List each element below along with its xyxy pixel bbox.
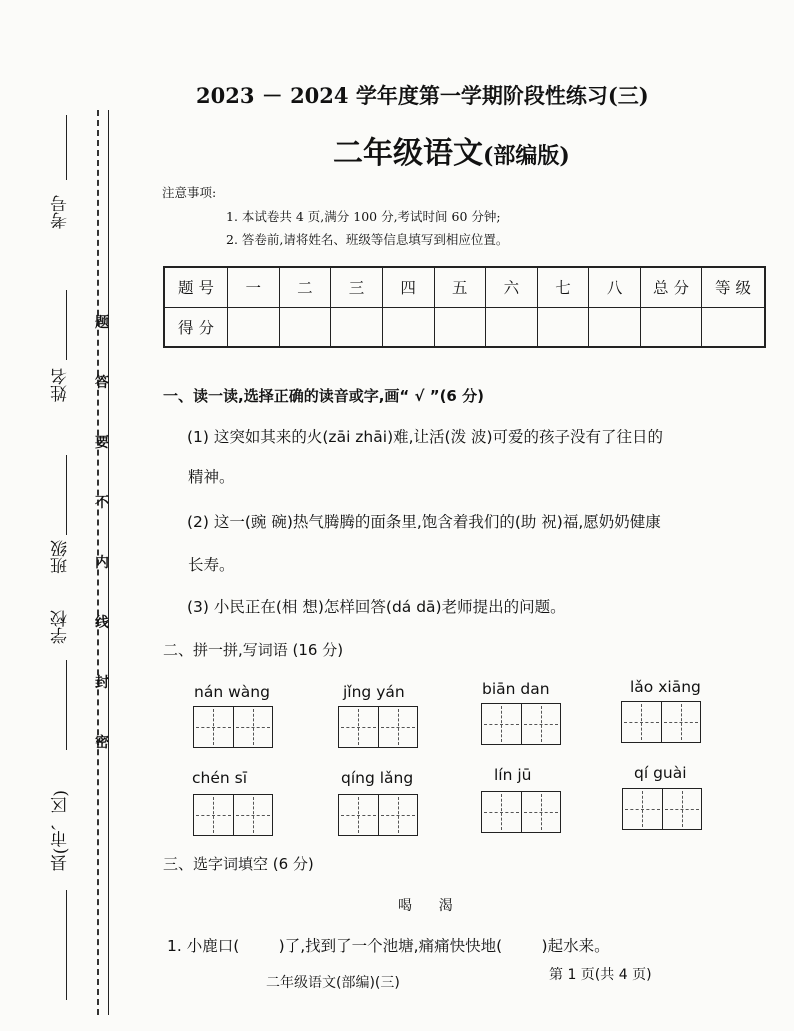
warn-char-feng: 封 [95,675,109,691]
warn-char-yao: 要 [95,435,109,451]
score-label: 得 分 [164,307,228,347]
subject-title-main: 二年级语文 [333,136,483,171]
score-table-header-row [164,267,765,307]
col-total: 总 分 [641,267,702,307]
pinyin-7: lín jū [494,766,532,784]
notice-item-2: 2. 答卷前,请将姓名、班级等信息填写到相应位置。 [226,232,509,247]
tianzige-2[interactable] [338,706,418,748]
xingming-blank-line[interactable] [66,290,67,360]
tianzige-3[interactable] [481,703,561,745]
section1-title: 一、读一读,选择正确的读音或字,画“ √ ”(6 分) [163,387,484,405]
score-cell-4[interactable] [382,307,434,347]
score-cell-3[interactable] [331,307,383,347]
col-grade: 等 级 [702,267,766,307]
banji-blank-line[interactable] [66,455,67,535]
kaohao-blank-line[interactable] [66,115,67,180]
col-6: 六 [486,267,538,307]
xian-blank-line[interactable] [66,890,67,1000]
col-3: 三 [331,267,383,307]
pinyin-4: lǎo xiāng [630,678,701,696]
xingming-label: 姓名 [51,368,71,402]
warn-char-xian: 线 [95,615,109,631]
footer-page-number: 第 1 页(共 4 页) [549,967,652,983]
warn-char-bu: 不 [95,495,109,511]
score-cell-8[interactable] [589,307,641,347]
banji-label: 班级 [51,540,71,574]
s1-q2-line1: (2) 这一(豌 碗)热气腾腾的面条里,饱含着我们的(助 祝)福,愿奶奶健康 [187,513,661,531]
pinyin-5: chén sī [192,769,248,787]
tianzige-5[interactable] [193,794,273,836]
xuexiao-blank-line[interactable] [66,660,67,750]
xian-label: 县(市、区) [51,790,71,872]
warn-char-ti: 题 [95,315,109,331]
pinyin-3: biān dan [482,680,550,698]
warn-char-mi: 密 [95,735,109,751]
s1-q1-line2: 精神。 [188,468,235,486]
pinyin-1: nán wàng [194,683,270,701]
subject-title [333,128,570,172]
footer-subject: 二年级语文(部编)(三) [266,975,400,991]
tianzige-8[interactable] [622,788,702,830]
tianzige-1[interactable] [193,706,273,748]
score-table [163,266,766,348]
s1-q2-line2: 长寿。 [188,556,235,574]
score-cell-7[interactable] [537,307,589,347]
col-1: 一 [228,267,280,307]
section2-title: 二、拼一拼,写词语 (16 分) [163,641,344,659]
warn-char-da: 答 [95,375,109,391]
pinyin-6: qíng lǎng [341,769,414,787]
col-4: 四 [382,267,434,307]
notice-heading: 注意事项: [162,185,217,200]
score-table-score-row [164,307,765,347]
s1-q3: (3) 小民正在(相 想)怎样回答(dá dā)老师提出的问题。 [187,598,566,616]
score-cell-grade[interactable] [702,307,766,347]
s1-q1-line1: (1) 这突如其来的火(zāi zhāi)难,让活(泼 波)可爱的孩子没有了往日的 [187,428,664,446]
col-tihao: 题 号 [164,267,228,307]
section3-title: 三、选字词填空 (6 分) [163,855,314,873]
score-cell-total[interactable] [641,307,702,347]
subject-title-edition: (部编版) [483,143,570,169]
s3-choices: 喝 渴 [398,898,453,914]
col-8: 八 [589,267,641,307]
s3-q1: 1. 小鹿口( )了,找到了一个池塘,痛痛快快地( )起水来。 [167,937,610,955]
notice-item-1: 1. 本试卷共 4 页,满分 100 分,考试时间 60 分钟; [226,209,501,224]
col-2: 二 [279,267,331,307]
tianzige-6[interactable] [338,794,418,836]
kaohao-label: 考号 [51,195,71,229]
score-cell-1[interactable] [228,307,280,347]
xuexiao-label: 学校 [51,610,71,644]
col-7: 七 [537,267,589,307]
score-cell-2[interactable] [279,307,331,347]
pinyin-2: jǐng yán [343,683,405,701]
score-cell-5[interactable] [434,307,486,347]
warn-char-nei: 内 [95,555,109,571]
pinyin-8: qí guài [634,764,687,782]
tianzige-4[interactable] [621,701,701,743]
col-5: 五 [434,267,486,307]
exam-title-line: 2023 － 2024 学年度第一学期阶段性练习(三) [196,83,649,108]
score-cell-6[interactable] [486,307,538,347]
tianzige-7[interactable] [481,791,561,833]
